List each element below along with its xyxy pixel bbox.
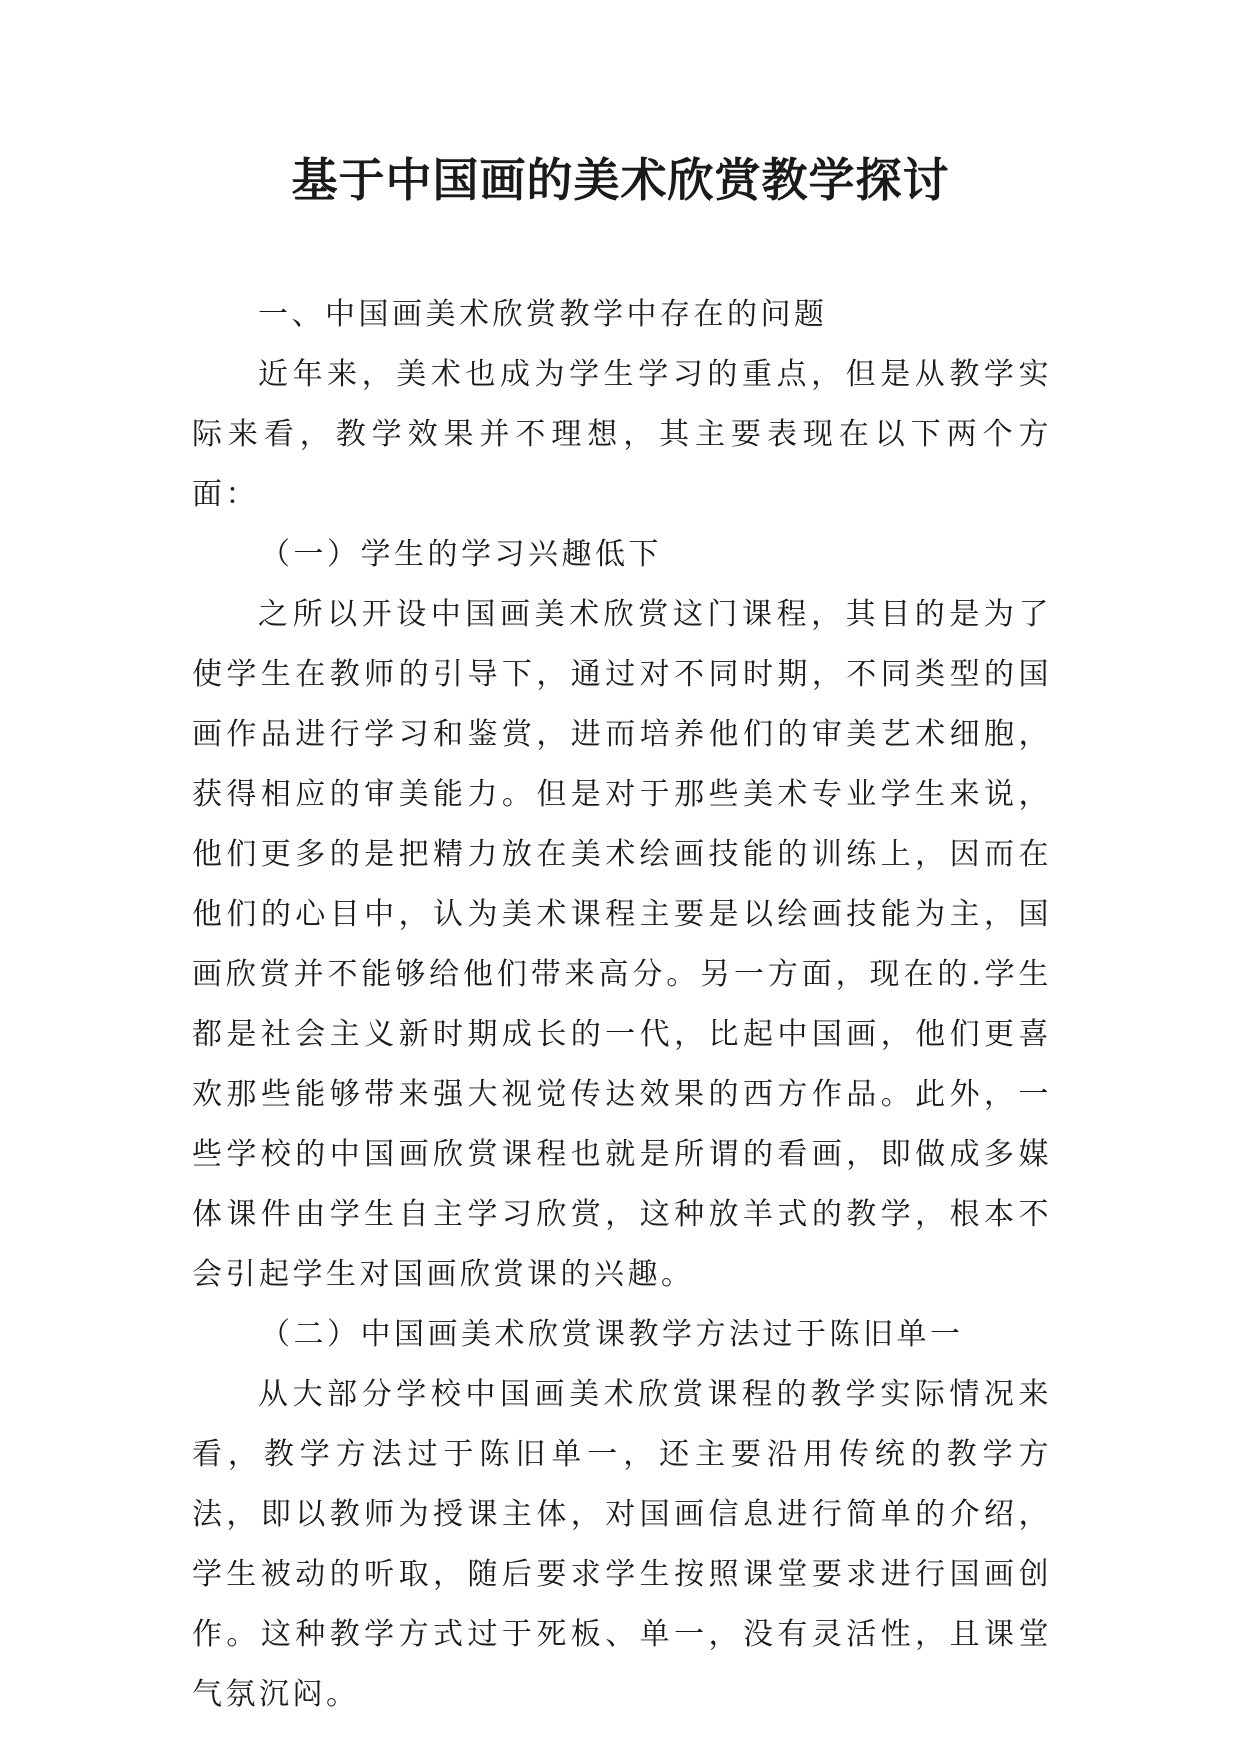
subsection-heading: （二）中国画美术欣赏课教学方法过于陈旧单一 [260,1317,964,1352]
paragraph: 从大部分学校中国画美术欣赏课程的教学实际情况来看，教学方法过于陈旧单一，还主要沿用传统的教学方法，即以教师为授课主体，对国画信息进行简单的介绍，学生被动的听取，随后要求学生按照课堂要求进行国画创作。这种教学方式过于死板、单一，没有灵活性，且课堂气氛沉闷。 [192,1377,1052,1712]
subsection-heading: （一）学生的学习兴趣低下 [260,537,662,572]
document-body [192,285,1052,1725]
paragraph: 近年来，美术也成为学生学习的重点，但是从教学实际来看，教学效果并不理想，其主要表现在以下两个方面： [192,357,1052,512]
paragraph: 之所以开设中国画美术欣赏这门课程，其目的是为了使学生在教师的引导下，通过对不同时期，不同类型的国画作品进行学习和鉴赏，进而培养他们的审美艺术细胞，获得相应的审美能力。但是对于那些美术专业学生来说，他们更多的是把精力放在美术绘画技能的训练上，因而在他们的心目中，认为美术课程主要是以绘画技能为主，国画欣赏并不能够给他们带来高分。另一方面，现在的.学生都是社会主义新时期成长的一代，比起中国画，他们更喜欢那些能够带来强大视觉传达效果的西方作品。此外，一些学校的中国画欣赏课程也就是所谓的看画，即做成多媒体课件由学生自主学习欣赏，这种放羊式的教学，根本不会引起学生对国画欣赏课的兴趣。 [192,597,1052,1292]
page-title: 基于中国画的美术欣赏教学探讨 [291,153,950,207]
section-heading: 一、中国画美术欣赏教学中存在的问题 [258,297,828,332]
